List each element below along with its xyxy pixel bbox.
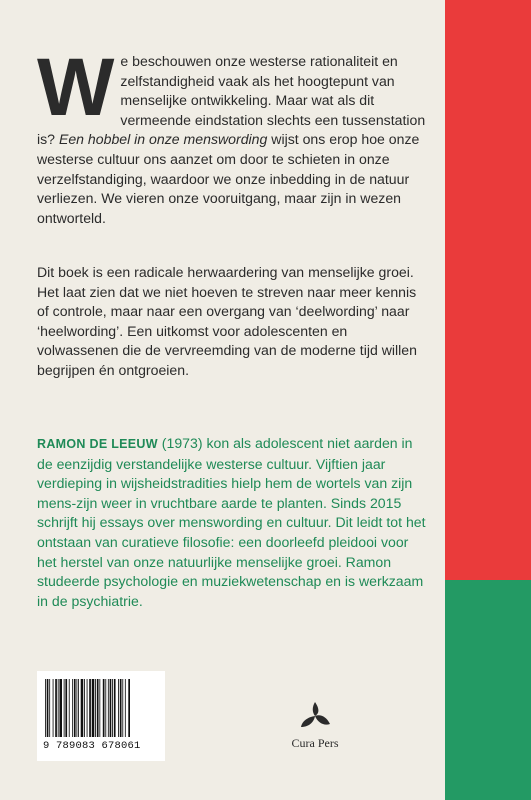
isbn-number: 9 789083 678061 — [43, 740, 141, 752]
barcode-bar — [69, 679, 70, 737]
barcode-bar — [53, 679, 54, 737]
author-bio — [37, 434, 427, 611]
barcode-bar — [92, 679, 95, 737]
barcode-bar — [110, 679, 112, 737]
drop-cap: W — [37, 42, 113, 133]
barcode-bar — [128, 679, 130, 737]
barcode-bar — [72, 679, 73, 737]
isbn-barcode — [37, 671, 165, 761]
barcode-bar — [64, 679, 65, 737]
description-paragraph: Dit boek is een radicale herwaardering van menselijke groei. Het laat zien dat we niet hoeven te streven naar meer kennis of controle, maar naar een overgang van ‘deelwording’ naar ‘heelwording’. Een uitkomst voor adolescenten en volwassenen die de vervreemding van de moderne tijd willen begrijpen én ontgroeien. — [37, 264, 417, 378]
author-bio-text: (1973) kon als adolescent niet aarden in de eenzijdig verstandelijke westerse cultuur. Vijftien jaar verdieping in wijsheidstradities hielp hem de wortels van zijn mens-zijn weer in vruchtbare aarde te planten. Sinds 2015 schrijft hij essays over menswording en cultuur. Dit leidt tot het ontstaan van curatieve filosofie: een doorleefd pleidooi voor het herstel van onze natuurlijke menselijke groei. Ramon studeerde psychologie en muziekwetenschap en is werkzaam in de psychiatrie. — [37, 435, 426, 609]
barcode-bar — [81, 679, 84, 737]
publisher-block — [270, 700, 360, 751]
barcode-bar — [114, 679, 116, 737]
red-color-stripe — [445, 0, 531, 580]
barcode-bar — [99, 679, 100, 737]
barcode-bar — [87, 679, 88, 737]
triskele-logo-icon — [298, 700, 332, 732]
barcode-bar — [97, 679, 99, 737]
barcode-bar — [59, 679, 62, 737]
intro-paragraph — [37, 42, 427, 228]
barcode-bar — [118, 679, 119, 737]
intro-text-end: wijst ons erop hoe onze westerse cultuur ons aanzet om door te schieten in onze verzelfstandiging, waardoor we onze inbedding in de natuur verliezen. We vieren onze vooruitgang, maar zijn in wezen ontworteld. — [37, 131, 420, 226]
barcode-bar — [89, 679, 91, 737]
barcode-bars — [45, 679, 157, 739]
barcode-bar — [47, 679, 49, 737]
barcode-bar — [105, 679, 106, 737]
green-color-stripe — [445, 580, 531, 800]
barcode-bar — [108, 679, 109, 737]
barcode-bar — [95, 679, 96, 737]
barcode-bar — [58, 679, 59, 737]
barcode-bar — [122, 679, 123, 737]
barcode-bar — [49, 679, 50, 737]
barcode-bar — [125, 679, 126, 737]
barcode-bar — [55, 679, 57, 737]
barcode-bar — [76, 679, 77, 737]
barcode-bar — [65, 679, 67, 737]
publisher-name: Cura Pers — [291, 736, 339, 750]
barcode-bar — [103, 679, 105, 737]
author-name: RAMON DE LEEUW — [37, 437, 158, 451]
barcode-bar — [78, 679, 79, 737]
intro-text-start: e beschouwen onze westerse rationaliteit en zelfstandigheid vaak als het hoogtepunt van menselijke ontwikkeling. Maar wat als dit vermeende eindstation slechts een tussenstation is? — [37, 53, 426, 148]
barcode-bar — [74, 679, 76, 737]
barcode-bar — [112, 679, 113, 737]
barcode-bar — [45, 679, 46, 737]
barcode-bar — [120, 679, 122, 737]
book-title-inline: Een hobbel in onze menswording — [58, 131, 268, 148]
barcode-bar — [84, 679, 85, 737]
